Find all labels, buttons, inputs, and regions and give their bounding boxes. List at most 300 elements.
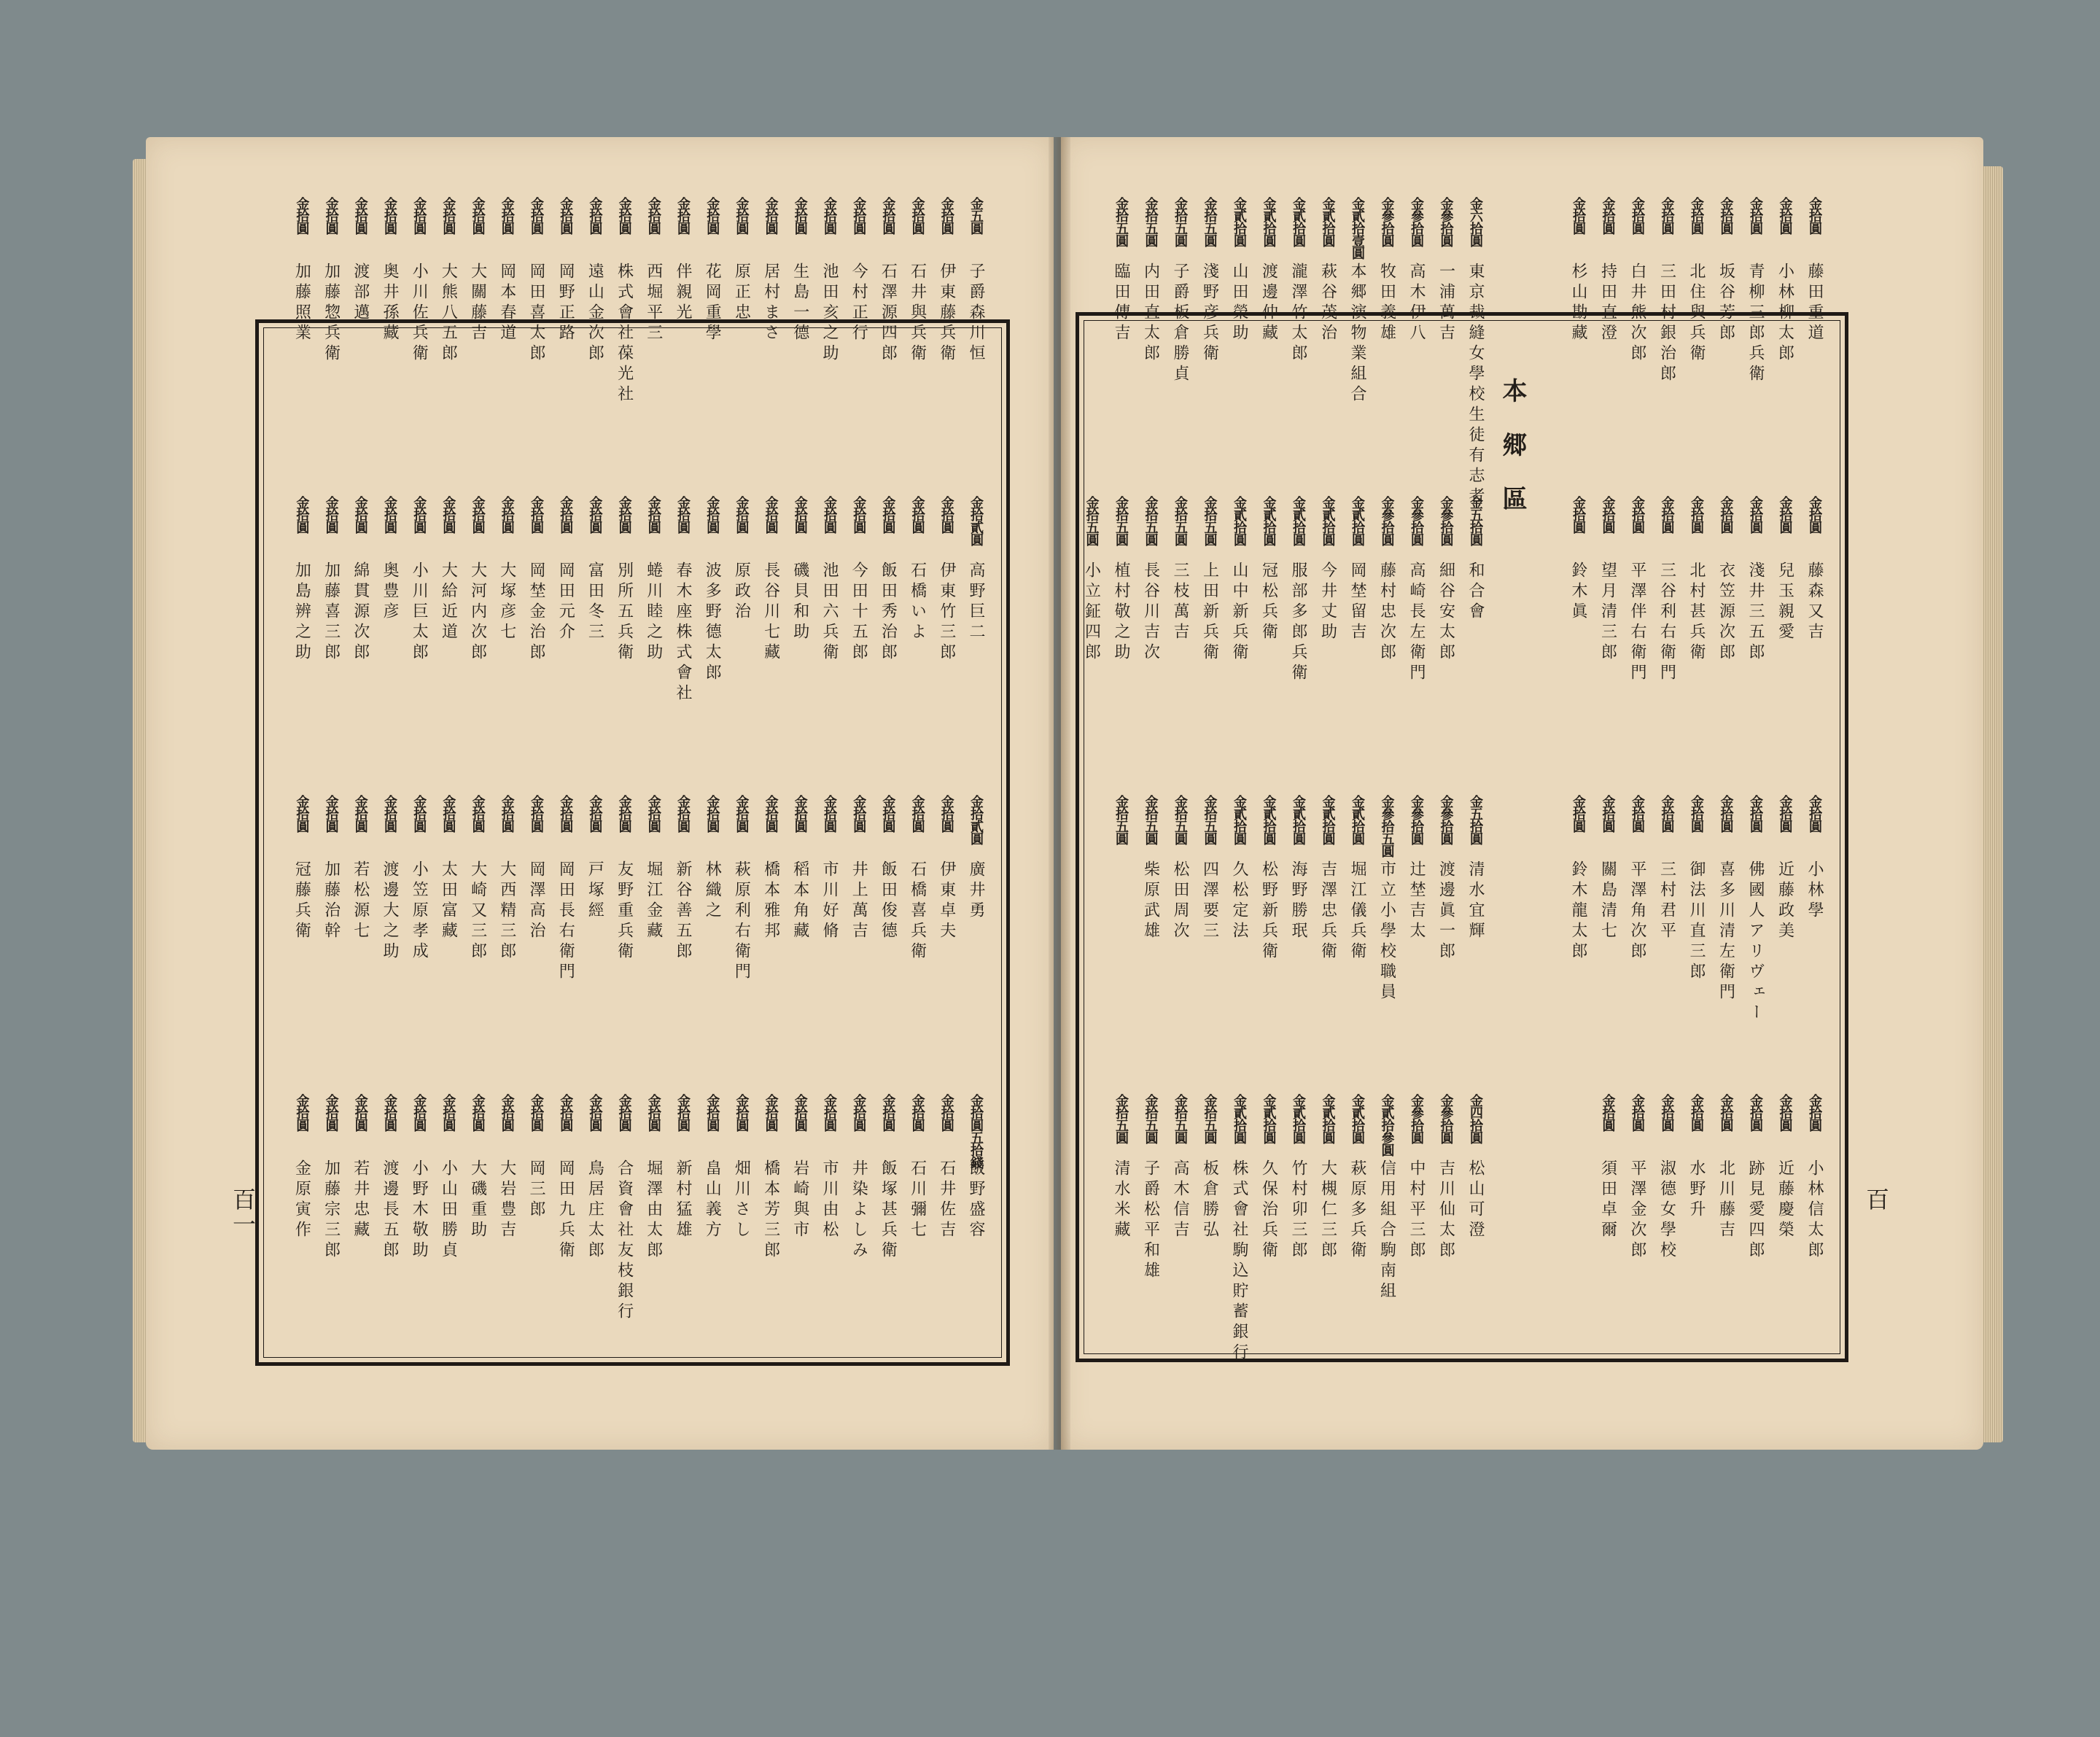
donation-amount: 金拾圓	[645, 197, 661, 234]
donor-name: 若井忠藏	[351, 1159, 370, 1241]
donor-name: 久保治兵衛	[1259, 1159, 1278, 1262]
donor-name: 堀江儀兵衛	[1348, 860, 1366, 963]
donation-amount: 金拾圓	[1718, 197, 1734, 234]
donation-amount: 金拾圓	[1630, 197, 1645, 234]
donation-amount: 金拾圓	[909, 795, 925, 832]
donation-amount: 金貳拾圓	[1232, 795, 1247, 844]
donor-name: 岡三郎	[527, 1159, 545, 1221]
donation-amount: 金拾圓	[1659, 1094, 1675, 1131]
donation-amount: 金拾圓	[323, 1094, 339, 1131]
donor-name: 上田新兵衛	[1200, 561, 1219, 664]
donation-amount: 金拾五圓	[1113, 795, 1129, 844]
donation-amount: 金拾五圓	[1143, 197, 1159, 246]
donation-amount: 金拾圓	[587, 496, 603, 533]
donor-name: 加藤惣兵衛	[322, 263, 341, 365]
donor-name: 持田直澄	[1598, 263, 1617, 344]
donation-amount: 金貳拾圓	[1350, 496, 1365, 545]
donor-name: 三枝萬吉	[1171, 561, 1189, 643]
donor-name: 小林柳太郎	[1776, 263, 1794, 365]
donor-name: 石橋喜兵衛	[908, 860, 927, 963]
donor-name: 奥豊彦	[381, 561, 399, 623]
donation-amount: 金拾圓	[294, 1094, 310, 1131]
donor-name: 三田村銀治郎	[1657, 263, 1676, 385]
donor-name: 伴親光	[674, 263, 692, 324]
donation-amount: 金拾圓	[352, 1094, 368, 1131]
donor-name: 子爵森川恒	[967, 263, 985, 365]
donation-amount: 金拾圓	[909, 197, 925, 234]
donation-amount: 金拾圓	[1600, 197, 1616, 234]
donor-name: 奥井孫藏	[381, 263, 399, 344]
donation-amount: 金拾圓	[294, 496, 310, 533]
donation-amount: 金拾圓	[1748, 795, 1763, 832]
donor-name: 井上萬吉	[849, 860, 868, 942]
donor-name: 近藤政美	[1776, 860, 1794, 942]
donation-amount: 金拾圓	[1777, 1094, 1793, 1131]
donor-name: 三村君平	[1657, 860, 1676, 942]
donation-amount: 金貳拾參圓	[1379, 1094, 1395, 1156]
donation-amount: 金拾圓	[880, 795, 896, 832]
donor-name: 平澤金次郎	[1628, 1159, 1646, 1262]
donation-amount: 金參拾圓	[1409, 1094, 1424, 1143]
donation-amount: 金貳拾圓	[1232, 197, 1247, 246]
donor-name: 飯塚甚兵衛	[879, 1159, 898, 1262]
donor-name: 四澤要三	[1200, 860, 1219, 942]
donor-name: 臨田傳吉	[1112, 263, 1130, 344]
donor-name: 太田富藏	[439, 860, 458, 942]
donation-amount: 金貳拾圓	[1261, 795, 1277, 844]
donor-name: 蜷川睦之助	[644, 561, 663, 664]
donation-amount: 金貳拾圓	[1291, 795, 1306, 844]
donation-amount: 金拾圓	[411, 795, 427, 832]
donation-amount: 金拾圓	[587, 197, 603, 234]
donation-amount: 金拾圓	[440, 1094, 456, 1131]
donor-name: 井染よしみ	[849, 1159, 868, 1262]
donor-name: 渡邊長五郎	[381, 1159, 399, 1262]
donation-amount: 金拾圓	[675, 795, 691, 832]
donor-name: 岡田長右衛門	[556, 860, 575, 983]
donor-name: 飯田俊德	[879, 860, 898, 942]
donation-amount: 金拾圓	[822, 496, 837, 533]
donation-amount: 金拾圓	[1807, 496, 1822, 533]
donation-amount: 金貳拾壹圓	[1350, 197, 1365, 259]
donor-name: 石橋いよ	[908, 561, 927, 643]
donor-name: 近藤慶榮	[1776, 1159, 1794, 1241]
donor-name: 大河内次郎	[468, 561, 487, 664]
donor-name: 今井丈助	[1318, 561, 1337, 643]
donor-name: 岡澤高治	[527, 860, 545, 942]
donation-amount: 金貳拾圓	[1261, 197, 1277, 246]
donation-amount: 金拾圓	[938, 795, 954, 832]
donation-amount: 金六拾圓	[1468, 197, 1483, 246]
donation-amount: 金拾圓	[909, 1094, 925, 1131]
donation-amount: 金拾圓	[323, 795, 339, 832]
donor-name: 杉山勘藏	[1569, 263, 1587, 344]
donor-name: 岡田喜太郎	[527, 263, 545, 365]
donation-amount: 金參拾圓	[1438, 496, 1454, 545]
donation-amount: 金拾圓	[1689, 1094, 1704, 1131]
donation-amount: 金拾圓	[645, 1094, 661, 1131]
donor-name: 加藤宗三郎	[322, 1159, 341, 1262]
donation-amount: 金貳拾圓	[1291, 1094, 1306, 1143]
donor-name: 平澤伴右衛門	[1628, 561, 1646, 684]
donor-name: 加藤照業	[292, 263, 311, 344]
donor-name: 市川由松	[820, 1159, 839, 1241]
donation-amount: 金參拾圓	[1379, 197, 1395, 246]
donor-name: 岡野正路	[556, 263, 575, 344]
donation-amount: 金拾圓	[587, 1094, 603, 1131]
donation-amount: 金拾圓	[1777, 197, 1793, 234]
donation-amount: 金拾圓	[352, 496, 368, 533]
donor-name: 林織之	[703, 860, 722, 922]
donor-name: 加島辨之助	[292, 561, 311, 664]
donor-name: 大崎又三郎	[468, 860, 487, 963]
donation-amount: 金拾圓	[1630, 496, 1645, 533]
donor-name: 長谷川吉次	[1141, 561, 1160, 664]
donation-amount: 金拾五圓	[1202, 496, 1218, 545]
donation-amount: 金拾圓	[1600, 1094, 1616, 1131]
donation-amount: 金四拾圓	[1468, 1094, 1483, 1143]
donation-amount: 金貳拾圓	[1291, 197, 1306, 246]
donor-name: 渡部邁	[351, 263, 370, 324]
district-header: 本郷區	[1498, 378, 1527, 540]
donation-amount: 金拾圓	[734, 197, 750, 234]
donor-name: 若松源七	[351, 860, 370, 942]
donor-name: 市川好脩	[820, 860, 839, 942]
donation-amount: 金拾圓	[1748, 1094, 1763, 1131]
donation-amount: 金拾圓	[734, 795, 750, 832]
donation-amount: 金拾圓	[675, 496, 691, 533]
donor-name: 稻本角藏	[790, 860, 809, 942]
donation-amount: 金拾圓	[1571, 496, 1586, 533]
donor-name: 西堀平三	[644, 263, 663, 344]
donation-amount: 金拾圓	[1718, 496, 1734, 533]
donation-amount: 金拾圓	[1718, 1094, 1734, 1131]
donation-amount: 金拾圓	[1571, 795, 1586, 832]
donor-name: 松山可澄	[1466, 1159, 1485, 1241]
donation-amount: 金拾圓	[616, 795, 632, 832]
donation-amount: 金拾圓	[763, 795, 779, 832]
donor-name: 生島一德	[790, 263, 809, 344]
donation-amount: 金拾五圓	[1113, 1094, 1129, 1143]
donation-amount: 金拾圓	[675, 1094, 691, 1131]
donor-name: 渡邊眞一郎	[1436, 860, 1455, 963]
donor-name: 原政治	[732, 561, 751, 623]
donation-amount: 金貳拾圓	[1232, 1094, 1247, 1143]
donation-amount: 金拾圓	[704, 1094, 720, 1131]
donation-amount: 金拾圓	[1777, 795, 1793, 832]
donor-name: 株式會社駒込貯蓄銀行	[1230, 1159, 1248, 1364]
donor-name: 磯貝和助	[790, 561, 809, 643]
donation-amount: 金拾圓	[616, 197, 632, 234]
donation-amount: 金拾五圓	[1172, 197, 1188, 246]
donation-amount: 金拾圓	[763, 496, 779, 533]
donation-amount: 金拾圓	[822, 795, 837, 832]
donation-amount: 金拾圓	[411, 197, 427, 234]
donor-name: 信用組合駒南組	[1377, 1159, 1396, 1302]
donor-name: 萩原利右衛門	[732, 860, 751, 983]
donation-amount: 金拾圓	[763, 1094, 779, 1131]
donation-amount: 金拾五圓	[1113, 197, 1129, 246]
donation-amount: 金拾圓	[499, 795, 515, 832]
donor-name: 池田亥之助	[820, 263, 839, 365]
donation-amount: 金拾圓	[616, 496, 632, 533]
donor-name: 岡田元介	[556, 561, 575, 643]
donor-name: 畑川さし	[732, 1159, 751, 1241]
donation-amount: 金拾圓	[1689, 496, 1704, 533]
donor-name: 冠松兵衛	[1259, 561, 1278, 643]
donor-name: 高崎長左衛門	[1407, 561, 1426, 684]
donor-name: 衣笠源次郎	[1716, 561, 1735, 664]
donation-amount: 金拾圓	[616, 1094, 632, 1131]
donor-name: 大磯重助	[468, 1159, 487, 1241]
donation-amount: 金參拾圓	[1409, 197, 1424, 246]
donation-amount: 金拾圓	[822, 1094, 837, 1131]
donor-name: 鈴木眞	[1569, 561, 1587, 623]
donor-name: 瀧澤竹太郎	[1289, 263, 1307, 365]
donation-amount: 金拾貳圓	[968, 496, 984, 545]
donor-name: 淺野彦兵衛	[1200, 263, 1219, 365]
donor-name: 富田冬三	[586, 561, 604, 643]
donation-amount: 金拾五圓	[1143, 1094, 1159, 1143]
donor-name: 大岩豊吉	[497, 1159, 516, 1241]
donor-name: 伊東竹三郎	[937, 561, 956, 664]
donation-amount: 金拾五圓	[1202, 197, 1218, 246]
donation-amount: 金拾圓	[411, 496, 427, 533]
donation-amount: 金拾圓	[558, 197, 574, 234]
donor-name: 佛國人アリヴェー	[1746, 860, 1765, 1024]
donation-amount: 金拾圓	[529, 496, 544, 533]
donation-amount: 金拾圓	[1748, 496, 1763, 533]
donation-amount: 金拾圓	[909, 496, 925, 533]
donor-name: 東京裁縫女學校生徒有志者	[1466, 263, 1485, 508]
donation-amount: 金拾圓	[499, 496, 515, 533]
donor-name: 小川佐兵衛	[410, 263, 429, 365]
donor-name: 本郷演物業組合	[1348, 263, 1366, 405]
donation-amount: 金拾圓	[1807, 795, 1822, 832]
donation-amount: 金五拾圓	[1468, 496, 1483, 545]
donation-amount: 金拾圓	[1689, 197, 1704, 234]
donation-amount: 金貳拾圓	[1320, 795, 1336, 844]
donor-name: 萩谷茂治	[1318, 263, 1337, 344]
donation-amount: 金拾圓	[1600, 795, 1616, 832]
donor-name: 細谷安太郎	[1436, 561, 1455, 664]
donor-name: 大塚彦七	[497, 561, 516, 643]
donor-name: 岡田九兵衛	[556, 1159, 575, 1262]
donor-name: 小立鉦四郎	[1082, 561, 1101, 664]
donor-name: 渡邊大之助	[381, 860, 399, 963]
donation-amount: 金拾圓	[352, 197, 368, 234]
donor-name: 岩崎與市	[790, 1159, 809, 1241]
donor-name: 春木座株式會社	[674, 561, 692, 704]
open-book	[146, 137, 1983, 1450]
donor-name: 御法川直三郎	[1687, 860, 1706, 983]
donor-name: 淑德女學校	[1657, 1159, 1676, 1262]
donor-name: 伊東藤兵衛	[937, 263, 956, 365]
donation-amount: 金拾圓	[352, 795, 368, 832]
donor-name: 子爵松平和雄	[1141, 1159, 1160, 1282]
donation-amount: 金拾圓	[382, 795, 397, 832]
donation-amount: 金拾圓	[499, 1094, 515, 1131]
donation-amount: 金拾圓	[822, 197, 837, 234]
donation-amount: 金拾圓	[558, 795, 574, 832]
donation-amount: 金貳拾圓	[1261, 496, 1277, 545]
donor-name: 新村猛雄	[674, 1159, 692, 1241]
donation-amount: 金拾圓	[470, 1094, 486, 1131]
donor-name: 大關藤吉	[468, 263, 487, 344]
donor-name: 綿貫源次郎	[351, 561, 370, 664]
donation-amount: 金拾圓	[763, 197, 779, 234]
donor-name: 大槻仁三郎	[1318, 1159, 1337, 1262]
donation-amount: 金拾圓	[938, 197, 954, 234]
donor-name: 新谷善五郎	[674, 860, 692, 963]
donor-name: 辻埜吉太	[1407, 860, 1426, 942]
book-gutter	[1049, 137, 1070, 1450]
donation-amount: 金拾圓	[1571, 197, 1586, 234]
donation-amount: 金拾圓	[440, 496, 456, 533]
donation-amount: 金貳拾圓	[1232, 496, 1247, 545]
donation-amount: 金參拾圓	[1409, 795, 1424, 844]
donation-amount: 金參拾圓	[1409, 496, 1424, 545]
donor-name: 大給近道	[439, 561, 458, 643]
donation-amount: 金貳拾圓	[1320, 1094, 1336, 1143]
donor-name: 小野木敬助	[410, 1159, 429, 1262]
donor-name: 原正忠	[732, 263, 751, 324]
donor-name: 子爵板倉勝貞	[1171, 263, 1189, 385]
donation-amount: 金拾圓	[558, 496, 574, 533]
donation-amount: 金拾五圓	[1143, 496, 1159, 545]
donor-name: 鳥居庄太郎	[586, 1159, 604, 1262]
donor-name: 吉澤忠兵衛	[1318, 860, 1337, 963]
donor-name: 今田十五郎	[849, 561, 868, 664]
donation-amount: 金拾五圓	[1172, 795, 1188, 844]
donor-name: 鈴木龍太郎	[1569, 860, 1587, 963]
donor-name: 株式會社葆光社	[615, 263, 634, 405]
donation-amount: 金拾圓	[529, 197, 544, 234]
donor-name: 波多野德太郎	[703, 561, 722, 684]
donation-amount: 金貳拾圓	[1291, 496, 1306, 545]
donation-amount: 金貳拾圓	[1261, 1094, 1277, 1143]
donor-name: 市立小學校職員	[1377, 860, 1396, 1003]
donation-amount: 金拾五圓	[1084, 496, 1100, 545]
donor-name: 堀澤由太郎	[644, 1159, 663, 1262]
donor-name: 中村平三郎	[1407, 1159, 1426, 1262]
donor-name: 山田榮助	[1230, 263, 1248, 344]
donor-name: 冠藤兵衛	[292, 860, 311, 942]
donation-amount: 金參拾圓	[1438, 1094, 1454, 1143]
donor-name: 竹村卯三郎	[1289, 1159, 1307, 1262]
donation-amount: 金拾圓	[645, 795, 661, 832]
donation-amount: 金拾圓	[529, 795, 544, 832]
donor-name: 友野重兵衛	[615, 860, 634, 963]
donor-name: 青柳三郎兵衛	[1746, 263, 1765, 385]
donor-name: 岡埜留吉	[1348, 561, 1366, 643]
donation-amount: 金拾圓	[734, 496, 750, 533]
donation-amount: 金拾圓	[411, 1094, 427, 1131]
donation-amount: 金拾五圓	[1202, 1094, 1218, 1143]
donor-name: 山中新兵衛	[1230, 561, 1248, 664]
donor-name: 北住與兵衛	[1687, 263, 1706, 365]
donor-name: 淺井三五郎	[1746, 561, 1765, 664]
donation-amount: 金拾五圓	[1172, 496, 1188, 545]
donation-amount: 金參拾圓	[1379, 496, 1395, 545]
donation-amount: 金拾圓	[938, 1094, 954, 1131]
donation-amount: 金拾圓	[382, 496, 397, 533]
donor-name: 松田周次	[1171, 860, 1189, 942]
donation-amount: 金拾圓	[704, 496, 720, 533]
donation-amount: 金拾圓	[440, 197, 456, 234]
donation-amount: 金拾圓	[558, 1094, 574, 1131]
donor-name: 橋本芳三郎	[761, 1159, 780, 1262]
donor-name: 高木伊八	[1407, 263, 1426, 344]
donor-name: 橋本雅邦	[761, 860, 780, 942]
donor-name: 坂谷芳郎	[1716, 263, 1735, 344]
donor-name: 石澤源四郎	[879, 263, 898, 365]
donor-name: 久松定法	[1230, 860, 1248, 942]
donor-name: 廣井勇	[967, 860, 985, 922]
donor-name: 内田直太郎	[1141, 263, 1160, 365]
donation-amount: 金拾圓	[470, 795, 486, 832]
donor-name: 藤森又吉	[1805, 561, 1824, 643]
donation-amount: 金拾五圓	[1172, 1094, 1188, 1143]
donation-amount: 金貳拾圓	[1320, 496, 1336, 545]
donation-amount: 金五圓	[968, 197, 984, 234]
donor-name: 小笠原孝成	[410, 860, 429, 963]
donor-name: 花岡重學	[703, 263, 722, 344]
donation-amount: 金參拾五圓	[1379, 795, 1395, 857]
donor-name: 金原寅作	[292, 1159, 311, 1241]
donation-amount: 金五拾圓	[1468, 795, 1483, 844]
donor-name: 居村まさ	[761, 263, 780, 344]
donor-name: 伊東卓夫	[937, 860, 956, 942]
donation-amount: 金拾圓	[880, 496, 896, 533]
donor-name: 池田六兵衛	[820, 561, 839, 664]
donation-amount: 金拾圓五拾錢	[968, 1094, 984, 1168]
donation-amount: 金拾圓	[440, 795, 456, 832]
donor-name: 堀江金藏	[644, 860, 663, 942]
donor-name: 清水宜輝	[1466, 860, 1485, 942]
donor-name: 牧田義雄	[1377, 263, 1396, 344]
donor-name: 北川藤吉	[1716, 1159, 1735, 1241]
donor-name: 兒玉親愛	[1776, 561, 1794, 643]
donation-amount: 金拾圓	[1748, 197, 1763, 234]
donor-name: 喜多川清左衛門	[1716, 860, 1735, 1003]
donation-amount: 金拾圓	[294, 197, 310, 234]
donation-amount: 金拾圓	[645, 496, 661, 533]
donation-amount: 金拾貳圓	[968, 795, 984, 844]
donor-name: 大西精三郎	[497, 860, 516, 963]
donor-name: 高野巨二	[967, 561, 985, 643]
donation-amount: 金拾圓	[1718, 795, 1734, 832]
donor-name: 松野新兵衛	[1259, 860, 1278, 963]
donation-amount: 金拾圓	[851, 1094, 867, 1131]
donation-amount: 金拾圓	[1659, 197, 1675, 234]
donor-name: 三谷利右衛門	[1657, 561, 1676, 684]
donor-name: 跡見愛四郎	[1746, 1159, 1765, 1262]
left-page-number: 百一	[229, 1187, 257, 1237]
donor-name: 岡本春道	[497, 263, 516, 344]
donation-amount: 金拾圓	[323, 197, 339, 234]
donation-amount: 金貳拾圓	[1320, 197, 1336, 246]
donation-amount: 金拾圓	[880, 1094, 896, 1131]
donation-amount: 金拾圓	[792, 1094, 808, 1131]
donation-amount: 金拾圓	[529, 1094, 544, 1131]
donation-amount: 金拾圓	[851, 795, 867, 832]
donor-name: 清水米藏	[1112, 1159, 1130, 1241]
donor-name: 戸塚經	[586, 860, 604, 922]
donation-amount: 金拾圓	[792, 795, 808, 832]
donation-amount: 金拾五圓	[1143, 795, 1159, 844]
donation-amount: 金拾圓	[938, 496, 954, 533]
